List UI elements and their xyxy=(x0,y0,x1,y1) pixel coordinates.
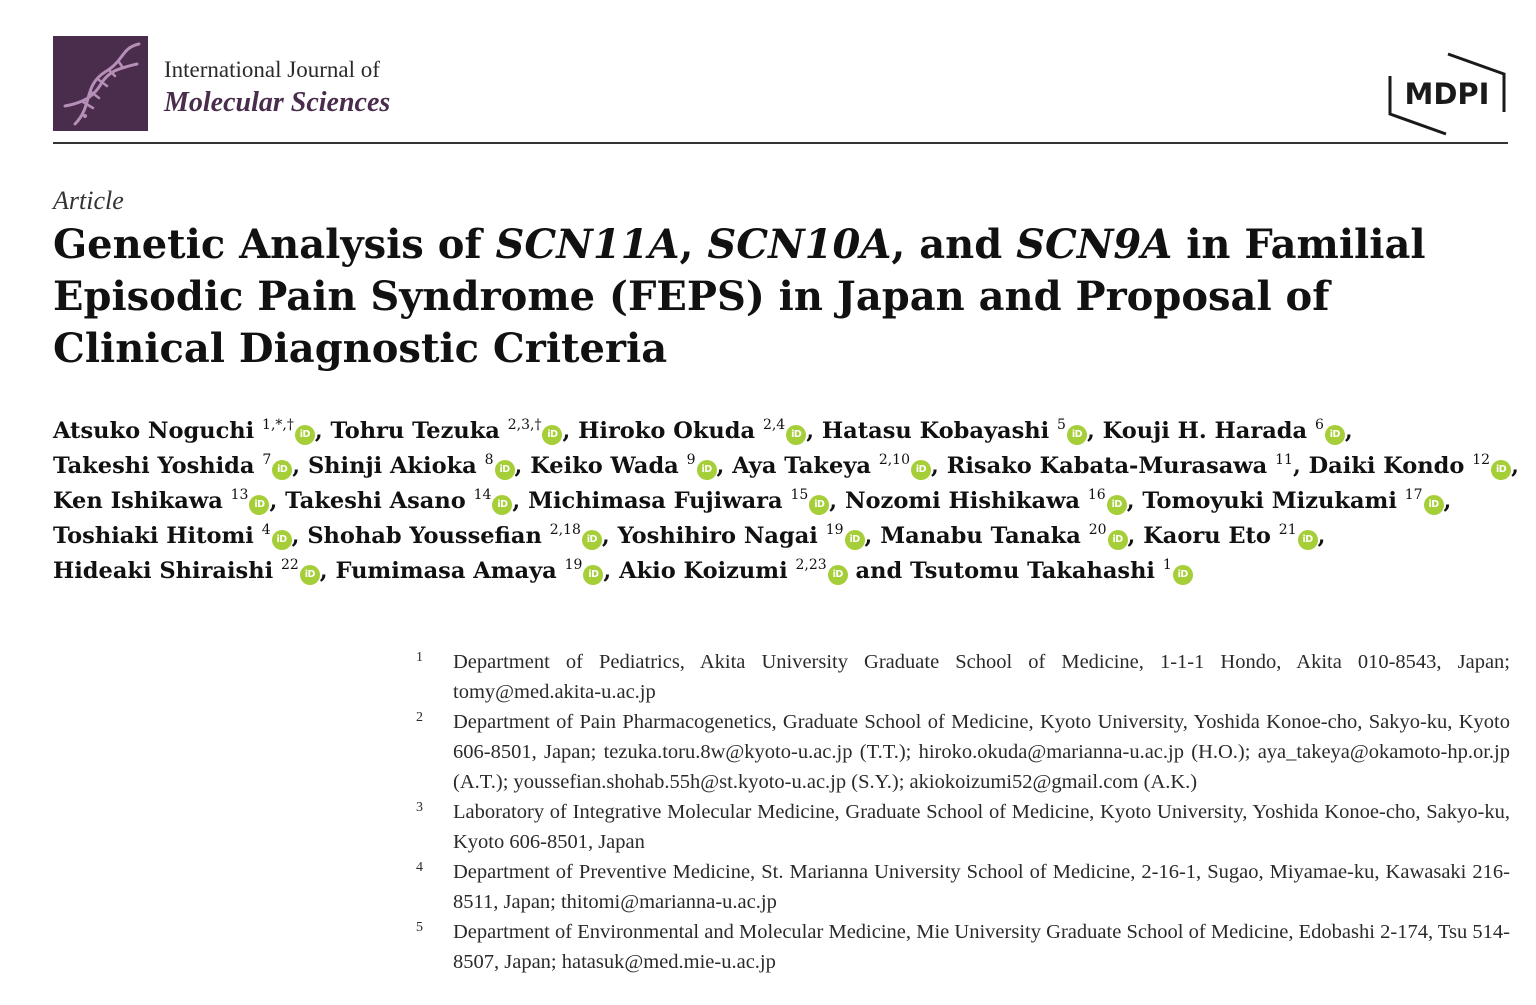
header-divider xyxy=(53,142,1508,144)
author xyxy=(307,523,609,549)
author xyxy=(530,453,724,479)
author-affiliation-marker: 8 xyxy=(484,452,494,468)
author-separator: , xyxy=(269,488,278,514)
author xyxy=(331,418,571,444)
orcid-icon[interactable]: iD xyxy=(272,530,292,550)
author-affiliation-marker: 9 xyxy=(686,452,696,468)
author xyxy=(53,418,323,444)
author-separator: , xyxy=(1317,523,1326,549)
orcid-icon[interactable]: iD xyxy=(1491,460,1511,480)
author-separator: , xyxy=(601,523,610,549)
author-affiliation-marker: 16 xyxy=(1087,487,1106,503)
author xyxy=(53,488,277,514)
title-text: Genetic Analysis of xyxy=(53,221,496,268)
author-name: Fumimasa Amaya xyxy=(335,558,557,584)
author xyxy=(619,558,902,584)
author-affiliation-marker: 4 xyxy=(261,522,271,538)
author xyxy=(845,488,1135,514)
author-separator: , xyxy=(319,558,328,584)
author xyxy=(285,488,520,514)
title-text: , xyxy=(679,221,708,268)
author-name: Daiki Kondo xyxy=(1308,453,1465,479)
author-name: Hideaki Shiraishi xyxy=(53,558,274,584)
author-name: Michimasa Fujiwara xyxy=(528,488,783,514)
author-separator: , xyxy=(1511,453,1519,479)
author-name: Hiroko Okuda xyxy=(578,418,756,444)
affiliation-number: 2 xyxy=(416,710,423,725)
orcid-icon[interactable]: iD xyxy=(1424,495,1444,515)
title-gene-name: SCN10A xyxy=(707,221,892,268)
orcid-icon[interactable]: iD xyxy=(786,425,806,445)
author xyxy=(880,523,1135,549)
affiliation-item xyxy=(410,857,1510,917)
orcid-icon[interactable]: iD xyxy=(697,460,717,480)
journal-name-line1: International Journal of xyxy=(164,57,380,82)
author-list xyxy=(53,414,1523,589)
orcid-icon[interactable]: iD xyxy=(1298,530,1318,550)
author-affiliation-marker: 6 xyxy=(1314,417,1324,433)
author-name: Risako Kabata-Murasawa xyxy=(946,453,1268,479)
author-separator: , xyxy=(1292,453,1301,479)
affiliation-text: Department of Environmental and Molecular Medicine, Mie University Graduate School of Medicine, Edobashi 2-174, Tsu 514-8507, Japan; hatasuk@med.mie-u.ac.jp xyxy=(453,921,1510,973)
author-affiliation-marker: 2,18 xyxy=(549,522,581,538)
author xyxy=(732,453,939,479)
author-separator: , xyxy=(514,453,523,479)
author-name: Takeshi Yoshida xyxy=(53,453,255,479)
author-name: Tomoyuki Mizukami xyxy=(1142,488,1397,514)
orcid-icon[interactable]: iD xyxy=(1325,425,1345,445)
author-affiliation-marker: 2,3,† xyxy=(507,417,542,433)
author-separator: , xyxy=(292,453,301,479)
affiliation-item xyxy=(410,647,1510,707)
article-type: Article xyxy=(53,186,124,215)
author-affiliation-marker: 13 xyxy=(230,487,249,503)
author-affiliation-marker: 2,10 xyxy=(878,452,910,468)
orcid-icon[interactable]: iD xyxy=(845,530,865,550)
author xyxy=(528,488,837,514)
author xyxy=(618,523,873,549)
journal-logo xyxy=(53,36,148,131)
author xyxy=(335,558,611,584)
author-affiliation-marker: 2,4 xyxy=(762,417,786,433)
affiliation-number: 4 xyxy=(416,860,423,875)
author-name: Keiko Wada xyxy=(530,453,679,479)
orcid-icon[interactable]: iD xyxy=(828,565,848,585)
author xyxy=(53,558,328,584)
publisher-name: MDPI xyxy=(1404,77,1490,111)
affiliation-item xyxy=(410,797,1510,857)
title-gene-name: SCN11A xyxy=(495,221,680,268)
orcid-icon[interactable]: iD xyxy=(300,565,320,585)
orcid-icon[interactable]: iD xyxy=(272,460,292,480)
orcid-icon[interactable]: iD xyxy=(1108,530,1128,550)
author-name: Ken Ishikawa xyxy=(53,488,223,514)
author-separator: and xyxy=(847,558,903,584)
author-name: Aya Takeya xyxy=(732,453,871,479)
journal-name-line2: Molecular Sciences xyxy=(164,86,391,118)
author-separator: , xyxy=(512,488,521,514)
author xyxy=(578,418,814,444)
author-name: Kaoru Eto xyxy=(1143,523,1271,549)
author-affiliation-marker: 14 xyxy=(473,487,492,503)
author-affiliation-marker: 21 xyxy=(1278,522,1297,538)
author-name: Tohru Tezuka xyxy=(330,418,500,444)
author-affiliation-marker: 2,23 xyxy=(795,557,827,573)
author-name: Shohab Youssefian xyxy=(307,523,542,549)
article-title xyxy=(53,219,1513,375)
author-name: Kouji H. Harada xyxy=(1102,418,1308,444)
affiliation-item xyxy=(410,917,1510,977)
author-name: Yoshihiro Nagai xyxy=(617,523,818,549)
author-affiliation-marker: 15 xyxy=(790,487,809,503)
author-separator: , xyxy=(1127,523,1136,549)
author-affiliation-marker: 5 xyxy=(1057,417,1066,433)
author-affiliation-marker: 20 xyxy=(1088,522,1107,538)
title-text: , and xyxy=(891,221,1017,268)
affiliation-text: Department of Preventive Medicine, St. Marianna University School of Medicine, 2-16-1, Sugao, Miyamae-ku, Kawasaki 216-8511, Japan; thitomi@marianna-u.ac.jp xyxy=(453,861,1510,913)
dna-helix-icon xyxy=(53,36,148,131)
affiliation-item xyxy=(410,707,1510,797)
publisher-logo xyxy=(1386,52,1508,136)
author-affiliation-marker: 1,*,† xyxy=(262,417,294,433)
author-separator: , xyxy=(603,558,612,584)
author-affiliation-marker: 19 xyxy=(825,522,844,538)
orcid-icon[interactable]: iD xyxy=(582,530,602,550)
author-separator: , xyxy=(314,418,323,444)
orcid-icon[interactable]: iD xyxy=(809,495,829,515)
orcid-icon[interactable]: iD xyxy=(911,460,931,480)
author-affiliation-marker: 1 xyxy=(1162,557,1172,573)
author-name: Toshiaki Hitomi xyxy=(53,523,254,549)
author xyxy=(947,453,1301,479)
author-name: Tsutomu Takahashi xyxy=(910,558,1155,584)
affiliation-text: Department of Pain Pharmacogenetics, Graduate School of Medicine, Kyoto University, Yoshida Konoe-cho, Sakyo-ku, Kyoto 606-8501, Japan; tezuka.toru.8w@kyoto-u.ac.jp (T.T.); hiroko.okuda@marianna-u.ac.jp (H.O.); aya_takeya@okamoto-hp.or.jp (A.T.); youssefian.shohab.55h@st.kyoto-u.ac.jp (S.Y.); akiokoizumi52@gmail.com (A.K.) xyxy=(453,711,1510,793)
author-name: Hatasu Kobayashi xyxy=(821,418,1050,444)
author-name: Akio Koizumi xyxy=(619,558,788,584)
orcid-icon[interactable]: iD xyxy=(492,495,512,515)
orcid-icon[interactable]: iD xyxy=(295,425,315,445)
author xyxy=(1103,418,1353,444)
author-separator: , xyxy=(1443,488,1452,514)
author-name: Shinji Akioka xyxy=(307,453,477,479)
author-name: Atsuko Noguchi xyxy=(53,418,255,444)
author-affiliation-marker: 12 xyxy=(1472,452,1491,468)
author-name: Manabu Tanaka xyxy=(880,523,1081,549)
author xyxy=(910,558,1193,584)
author-name: Nozomi Hishikawa xyxy=(844,488,1081,514)
author-separator: , xyxy=(1086,418,1095,444)
author xyxy=(1309,453,1519,479)
journal-name xyxy=(164,56,390,120)
affiliation-text: Department of Pediatrics, Akita University Graduate School of Medicine, 1-1-1 Hondo, Akita 010-8543, Japan; tomy@med.akita-u.ac.jp xyxy=(453,651,1510,703)
mdpi-hexagon-icon xyxy=(1386,52,1508,136)
orcid-icon[interactable]: iD xyxy=(1067,425,1087,445)
title-gene-name: SCN9A xyxy=(1016,221,1173,268)
orcid-icon[interactable]: iD xyxy=(495,460,515,480)
orcid-icon[interactable]: iD xyxy=(1107,495,1127,515)
orcid-icon[interactable]: iD xyxy=(583,565,603,585)
author xyxy=(1142,488,1451,514)
author-separator: , xyxy=(864,523,873,549)
author xyxy=(308,453,522,479)
author-name: Takeshi Asano xyxy=(285,488,466,514)
author xyxy=(1143,523,1325,549)
author-separator: , xyxy=(1344,418,1353,444)
affiliation-number: 3 xyxy=(416,800,423,815)
author-affiliation-marker: 22 xyxy=(280,557,299,573)
author-affiliation-marker: 17 xyxy=(1404,487,1423,503)
author-separator: , xyxy=(291,523,300,549)
title-text: in Familial Episodic Pain Syndrome (FEPS) in Japan and Proposal of Clinical Diagnostic Criteria xyxy=(53,221,1426,372)
affiliation-number: 5 xyxy=(416,920,423,935)
orcid-icon[interactable]: iD xyxy=(1173,565,1193,585)
author-separator: , xyxy=(806,418,815,444)
author-affiliation-marker: 19 xyxy=(564,557,583,573)
author-separator: , xyxy=(562,418,571,444)
affiliation-number: 1 xyxy=(416,650,423,665)
author-affiliation-marker: 7 xyxy=(262,452,272,468)
orcid-icon[interactable]: iD xyxy=(542,425,562,445)
author-separator: , xyxy=(716,453,725,479)
orcid-icon[interactable]: iD xyxy=(249,495,269,515)
author-separator: , xyxy=(1126,488,1135,514)
author xyxy=(53,523,299,549)
author xyxy=(822,418,1095,444)
affiliation-text: Laboratory of Integrative Molecular Medicine, Graduate School of Medicine, Kyoto University, Yoshida Konoe-cho, Sakyo-ku, Kyoto 606-8501, Japan xyxy=(453,801,1510,853)
author xyxy=(53,453,300,479)
affiliation-list xyxy=(410,647,1510,977)
author-separator: , xyxy=(829,488,838,514)
author-separator: , xyxy=(931,453,939,479)
author-affiliation-marker: 11 xyxy=(1275,452,1293,468)
